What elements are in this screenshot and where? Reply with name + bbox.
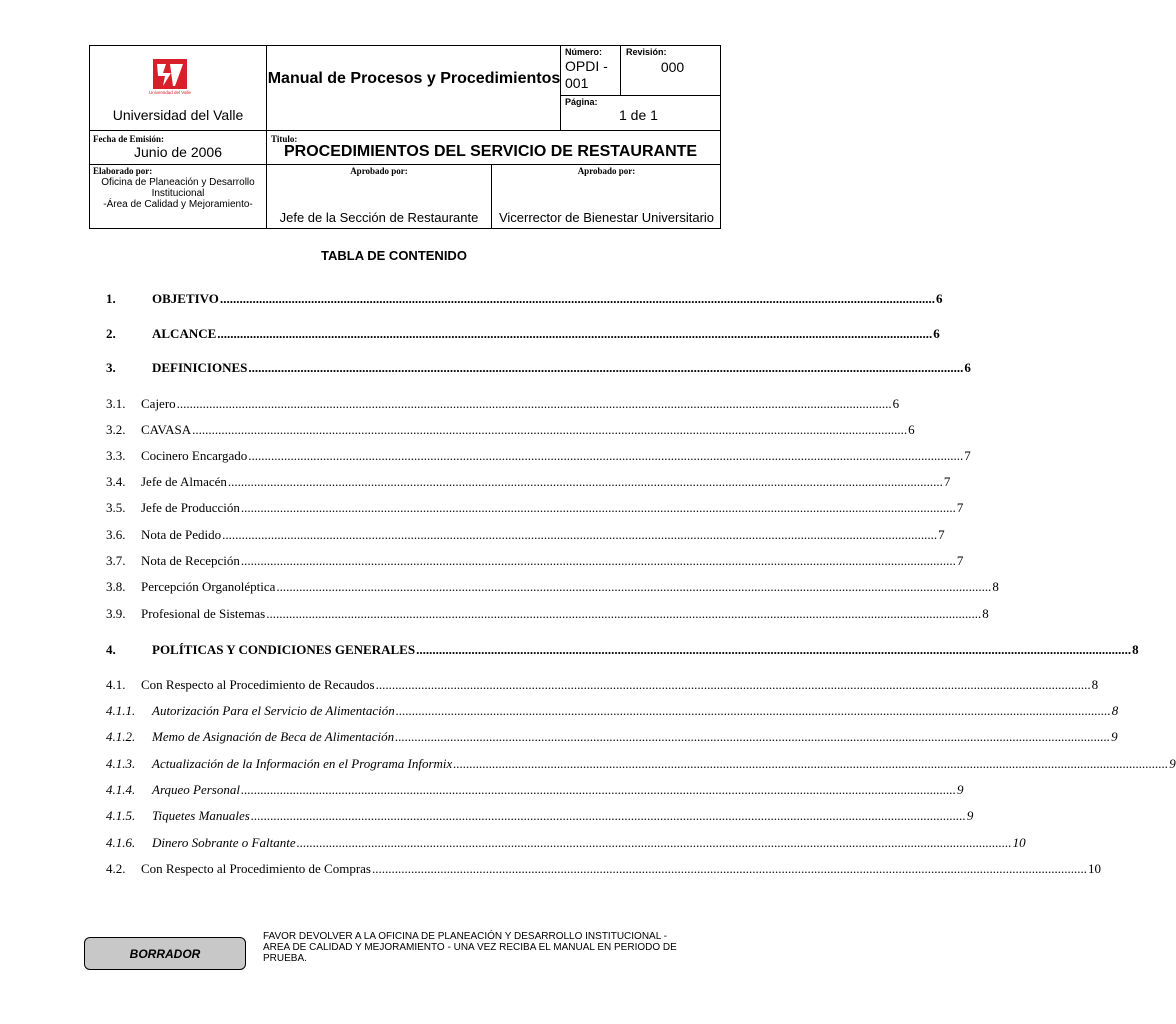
pagina-label: Página: [565, 97, 598, 107]
toc-entry[interactable]: 4.1.3. Actualización de la Información en el Programa Informix ............................................................................................................................................................................................................................ 9 [106, 756, 1176, 771]
toc-entry[interactable]: 3.2. CAVASA ............................................................................................................................................................................................................................ 6 [106, 422, 915, 437]
toc-entry[interactable]: 3.6. Nota de Pedido ............................................................................................................................................................................................................................ 7 [106, 527, 945, 542]
elaborado-text: Oficina de Planeación y Desarrollo Institucional -Área de Calidad y Mejoramiento- [101, 177, 255, 210]
numero-label: Número: [565, 47, 603, 57]
aprobado1-value: Jefe de la Sección de Restaurante [279, 210, 479, 225]
fecha-value: Junio de 2006 [134, 144, 222, 160]
toc-entry[interactable]: 3.9. Profesional de Sistemas ............................................................................................................................................................................................................................ 8 [106, 606, 989, 621]
borrador-badge: BORRADOR [84, 937, 246, 970]
toc-entry[interactable]: 3. DEFINICIONES ............................................................................................................................................................................................................................ 6 [106, 360, 971, 375]
toc-entry[interactable]: 4.1. Con Respecto al Procedimiento de Recaudos ............................................................................................................................................................................................................................ 8 [106, 677, 1099, 692]
return-notice: FAVOR DEVOLVER A LA OFICINA DE PLANEACIÓN Y DESARROLLO INSTITUCIONAL - AREA DE CALIDAD Y MEJORAMIENTO - UNA VEZ RECIBA EL MANUAL EN PERIODO DE PRUEBA. [263, 931, 677, 964]
aprobado1-label: Aprobado por: [350, 166, 408, 176]
revision-value: 000 [660, 59, 685, 75]
toc-entry[interactable]: 4.1.4. Arqueo Personal ............................................................................................................................................................................................................................ 9 [106, 782, 964, 797]
titulo-label: Titulo: [271, 134, 298, 144]
toc-entry[interactable]: 4.1.1. Autorización Para el Servicio de Alimentación ............................................................................................................................................................................................................................ 8 [106, 703, 1119, 718]
university-logo [149, 59, 191, 101]
toc-entry[interactable]: 4.1.2. Memo de Asignación de Beca de Alimentación ............................................................................................................................................................................................................................ 9 [106, 729, 1118, 744]
toc-entry[interactable]: 4. POLÍTICAS Y CONDICIONES GENERALES ............................................................................................................................................................................................................................ 8 [106, 642, 1139, 657]
toc-entry[interactable]: 3.5. Jefe de Producción ............................................................................................................................................................................................................................ 7 [106, 500, 964, 515]
toc-entry[interactable]: 3.7. Nota de Recepción ............................................................................................................................................................................................................................ 7 [106, 553, 964, 568]
toc-entry[interactable]: 2. ALCANCE ............................................................................................................................................................................................................................ 6 [106, 326, 940, 341]
university-name: Universidad del Valle [112, 107, 244, 123]
toc-entry[interactable]: 3.1. Cajero ............................................................................................................................................................................................................................ 6 [106, 396, 900, 411]
toc-entry[interactable]: 3.8. Percepción Organoléptica ............................................................................................................................................................................................................................ 8 [106, 579, 999, 594]
logo-caption: Universidad del Valle [149, 90, 191, 95]
fecha-label: Fecha de Emisión: [93, 134, 164, 144]
toc-entry[interactable]: 4.1.5. Tiquetes Manuales ............................................................................................................................................................................................................................ 9 [106, 808, 974, 823]
aprobado2-label: Aprobado por: [577, 166, 636, 176]
toc-entry[interactable]: 4.2. Con Respecto al Procedimiento de Compras ............................................................................................................................................................................................................................ 10 [106, 861, 1101, 876]
numero-value: OPDI - 001 [565, 58, 608, 91]
manual-title: Manual de Procesos y Procedimientos [267, 70, 561, 87]
document-header [89, 45, 721, 229]
toc-entry[interactable]: 3.4. Jefe de Almacén ............................................................................................................................................................................................................................ 7 [106, 474, 951, 489]
toc-entry[interactable]: 1. OBJETIVO ............................................................................................................................................................................................................................ 6 [106, 291, 943, 306]
revision-label: Revisión: [626, 47, 667, 57]
pagina-value: 1 de 1 [619, 107, 658, 123]
toc-title: TABLA DE CONTENIDO [321, 248, 467, 263]
titulo-value: PROCEDIMIENTOS DEL SERVICIO DE RESTAURANTE [284, 143, 698, 160]
toc-entry[interactable]: 4.1.6. Dinero Sobrante o Faltante ............................................................................................................................................................................................................................ 10 [106, 835, 1026, 850]
aprobado2-value: Vicerrector de Bienestar Universitario [498, 210, 715, 225]
toc-entry[interactable]: 3.3. Cocinero Encargado ............................................................................................................................................................................................................................ 7 [106, 448, 971, 463]
elaborado-label: Elaborado por: [93, 166, 153, 176]
